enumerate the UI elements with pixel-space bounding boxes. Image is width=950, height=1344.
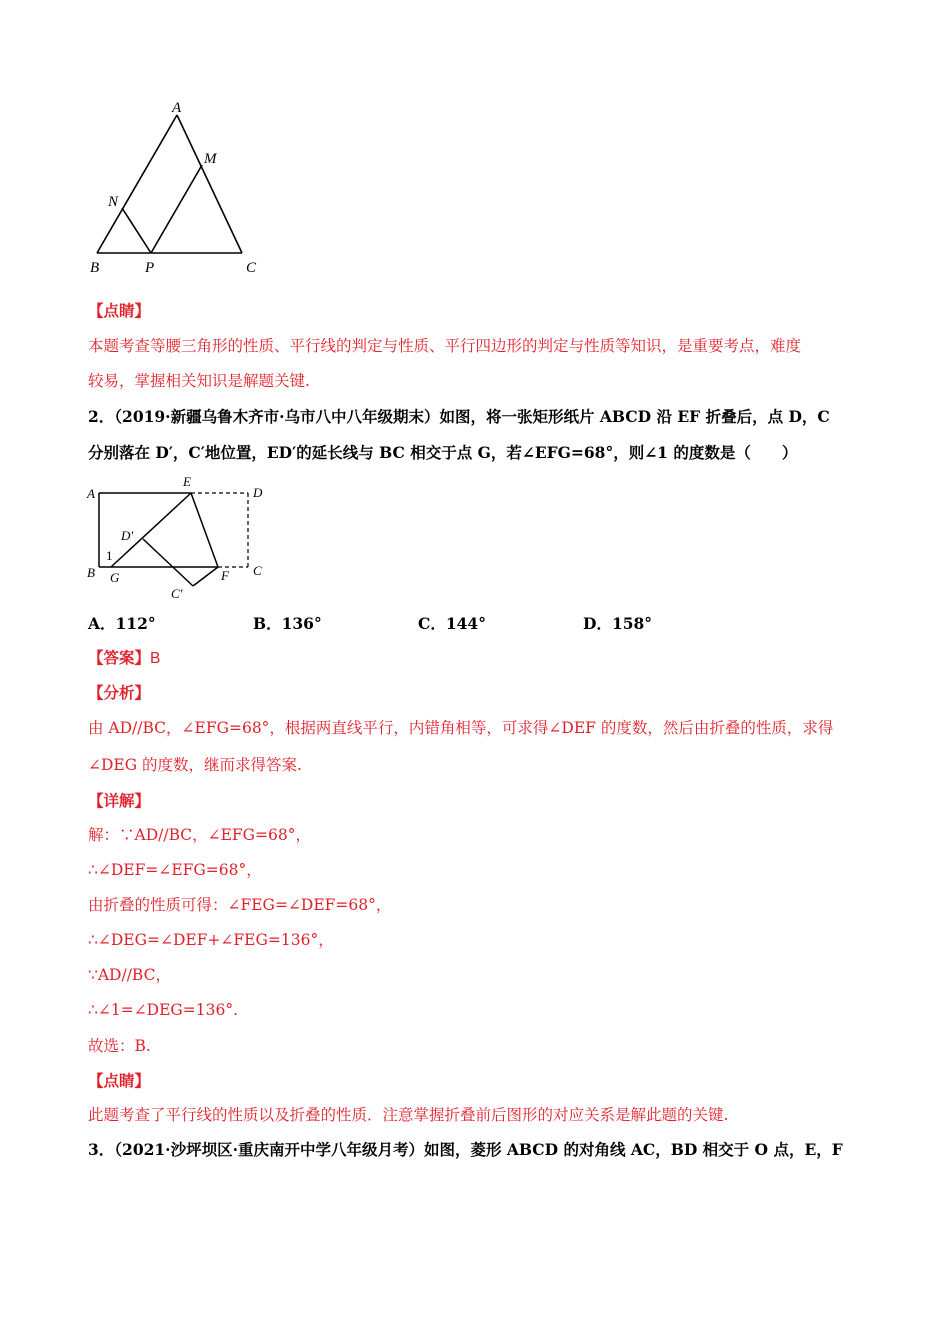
label-m: M [204,151,217,167]
label-c2: C [253,563,262,578]
analysis-line1: 由 AD//BC，∠EFG=68°，根据两直线平行，内错角相等，可求得∠DEF 的度数，然后由折叠的性质，求得 [88,719,834,737]
question2-text1: （2019·新疆乌鲁木齐市·乌市八中八年级期末）如图，将一张矩形纸片 ABCD 沿 EF 折叠后，点 D，C [114,407,830,426]
label-angle-1: 1 [106,548,113,563]
question2-line2: 分别落在 D′，C′地位置，ED′的延长线与 BC 相交于点 G，若∠EFG=68°，则∠1 的度数是（ ） [88,443,798,462]
detail-step-7: 故选：B. [88,1037,151,1055]
answer-value: B [150,650,161,667]
question2-number: 2． [88,407,115,426]
comment2-line1: 此题考查了平行线的性质以及折叠的性质．注意掌握折叠前后图形的对应关系是解此题的关键. [88,1106,729,1124]
figure-triangle-amnbpc [85,95,275,280]
question3-line1 [88,1140,843,1160]
label-b: B [90,260,100,276]
question2-line1 [88,407,830,427]
detail-step-6: ∴∠1=∠DEG=136°. [88,1001,239,1019]
label-p: P [145,260,155,276]
option-b: B．136° [253,614,322,633]
answer-line [88,648,160,669]
side-ac [177,115,242,253]
analysis-heading: 【分析】 [88,683,151,702]
detail-step-1: 解：∵AD//BC，∠EFG=68°， [88,826,312,844]
segment-pm [151,165,202,253]
segment-dprime-cprime [143,539,193,586]
label-d2: D [253,485,263,500]
label-e2: E [183,474,191,489]
detail-step-2: ∴∠DEF=∠EFG=68°， [88,861,262,879]
answer-heading: 【答案】 [88,648,151,667]
question3-text1: （2021·沙坪坝区·重庆南开中学八年级月考）如图，菱形 ABCD 的对角线 AC，BD 相交于 O 点，E，F [114,1140,843,1159]
analysis-line2: ∠DEG 的度数，继而求得答案. [88,756,302,774]
segment-np [122,208,151,253]
label-a2: A [87,486,95,501]
label-a: A [172,100,182,116]
option-d: D．158° [583,614,653,633]
option-a: A．112° [88,614,156,633]
comment1-line1: 本题考查等腰三角形的性质、平行线的判定与性质、平行四边形的判定与性质等知识，是重要考点，难度 [88,337,802,355]
label-f2: F [221,568,229,583]
label-g2: G [110,570,120,585]
question3-number: 3． [88,1140,115,1159]
comment1-heading: 【点睛】 [88,301,151,320]
detail-step-5: ∵AD//BC， [88,966,171,984]
fold-line-ef [191,493,218,567]
comment2-heading: 【点睛】 [88,1071,151,1090]
detail-step-3: 由折叠的性质可得：∠FEG=∠DEF=68°， [88,896,392,914]
detail-heading: 【详解】 [88,791,151,810]
detail-step-4: ∴∠DEG=∠DEF+∠FEG=136°， [88,931,334,949]
figure-folded-rectangle [85,472,280,604]
label-cprime: C' [171,586,183,601]
segment-cprime-f [193,567,218,586]
label-c: C [246,260,257,276]
comment1-line2: 较易，掌握相关知识是解题关键. [88,372,310,390]
label-b2: B [87,565,95,580]
label-dprime: D' [121,528,134,543]
label-n: N [108,194,119,210]
option-c: C．144° [418,614,486,633]
